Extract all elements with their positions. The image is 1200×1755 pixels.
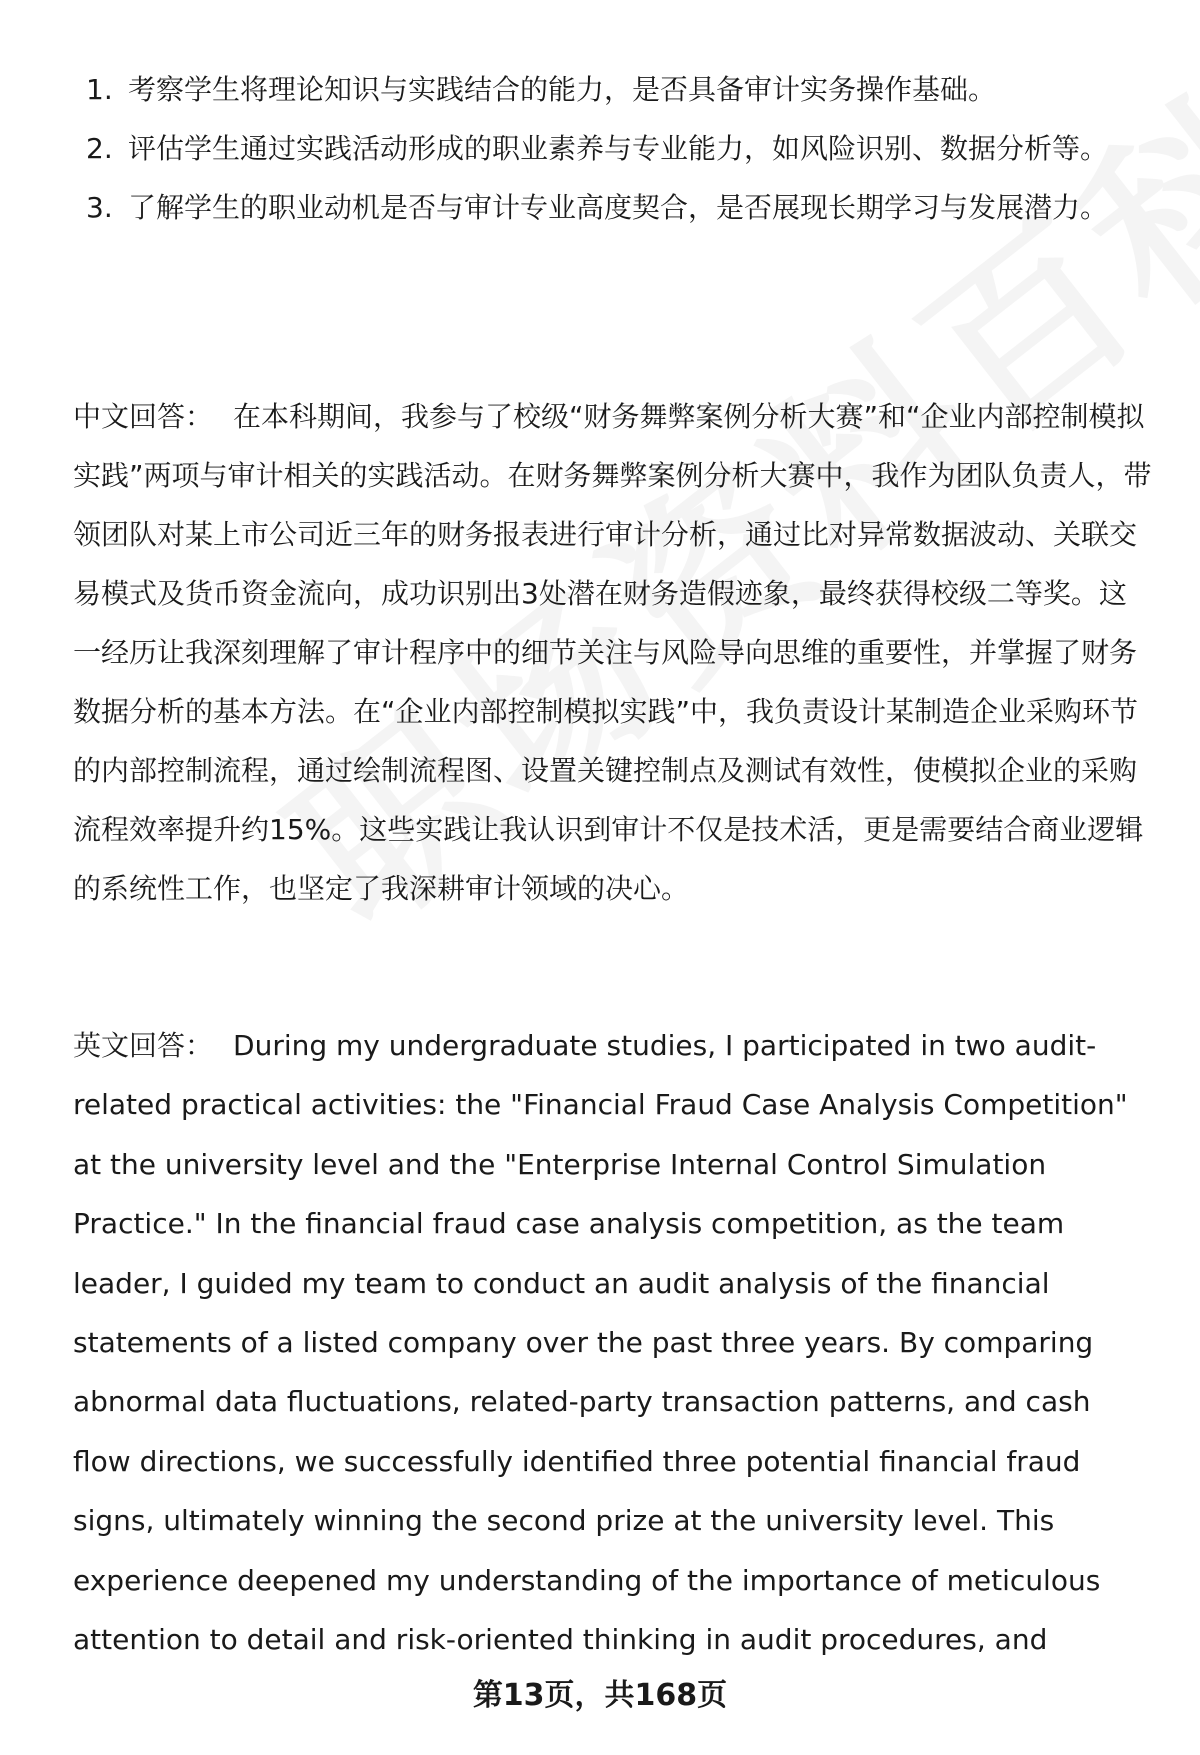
chinese-answer-paragraph (73, 387, 1153, 918)
criteria-text: 评估学生通过实践活动形成的职业素养与专业能力，如风险识别、数据分析等。 (128, 132, 1109, 165)
chinese-answer-label: 中文回答： (73, 400, 214, 433)
criteria-item-2 (72, 119, 1132, 178)
chinese-answer-text: 在本科期间，我参与了校级“财务舞弊案例分析大赛”和“企业内部控制模拟实践”两项与审计相关的实践活动。在财务舞弊案例分析大赛中，我作为团队负责人，带领团队对某上市公司近三年的财务报表进行审计分析，通过比对异常数据波动、关联交易模式及货币资金流向，成功识别出3处潜在财务造假迹象，最终获得校级二等奖。这一经历让我深刻理解了审计程序中的细节关注与风险导向思维的重要性，并掌握了财务数据分析的基本方法。在“企业内部控制模拟实践”中，我负责设计某制造企业采购环节的内部控制流程，通过绘制流程图、设置关键控制点及测试有效性，使模拟企业的采购流程效率提升约15%。这些实践让我认识到审计不仅是技术活，更是需要结合商业逻辑的系统性工作，也坚定了我深耕审计领域的决心。 (73, 400, 1152, 905)
criteria-item-1 (72, 60, 1132, 119)
criteria-number: 3. (86, 191, 113, 224)
criteria-text: 考察学生将理论知识与实践结合的能力，是否具备审计实务操作基础。 (128, 73, 997, 106)
english-answer-paragraph (73, 1016, 1133, 1669)
page-number-footer: 第13页，共168页 (472, 1678, 728, 1713)
english-answer-label: 英文回答： (73, 1029, 214, 1062)
criteria-text: 了解学生的职业动机是否与审计专业高度契合，是否展现长期学习与发展潜力。 (128, 191, 1109, 224)
criteria-number: 2. (86, 132, 113, 165)
criteria-item-3 (72, 178, 1132, 237)
criteria-list (72, 60, 1132, 237)
criteria-number: 1. (86, 73, 113, 106)
english-answer-text: During my undergraduate studies, I participated in two audit-related practical activities: the "Financial Fraud Case Analysis Competition" at the university level and the "Enterprise Internal Control Simulation Practice." In the financial fraud case analysis competition, as the team leader, I guided my team to conduct an audit analysis of the financial statements of a listed company over the past three years. By comparing abnormal data fluctuations, related-party transaction patterns, and cash flow directions, we successfully identified three potential financial fraud signs, ultimately winning the second prize at the university level. This experience deepened my understanding of the importance of meticulous attention to detail and risk-oriented thinking in audit procedures, and (73, 1029, 1128, 1657)
